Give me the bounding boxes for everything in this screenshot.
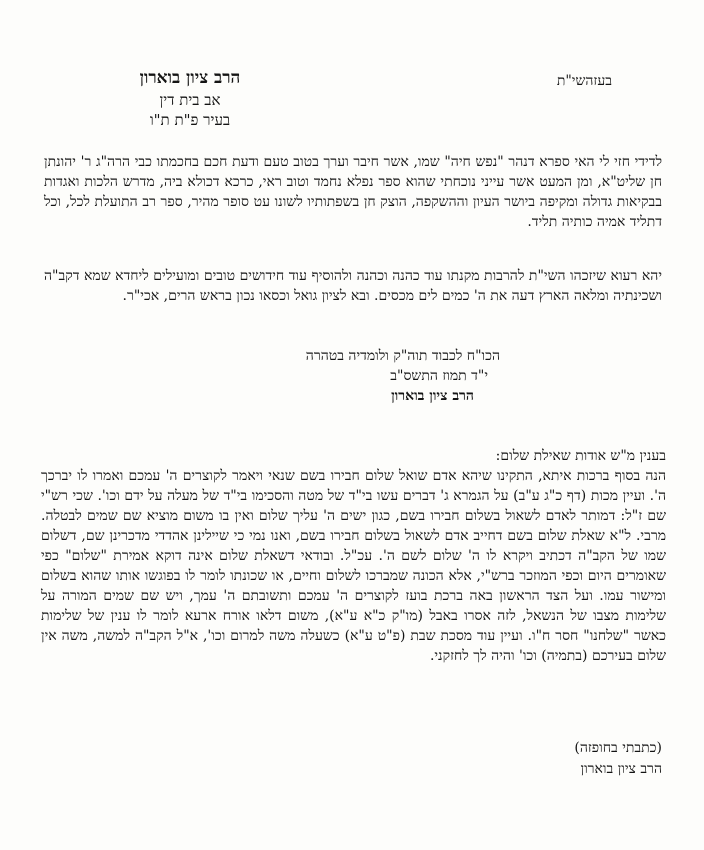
bsd-heading: בעזהשי"ת bbox=[556, 73, 612, 89]
topic-section bbox=[41, 446, 666, 666]
topic-title: בענין מ"ש אודות שאילת שלום: bbox=[495, 448, 666, 464]
signature-line-1: הכו"ח לכבוד תוה"ק ולומדיה בטהרה bbox=[305, 348, 500, 364]
letterhead bbox=[80, 66, 300, 130]
closing-note: (כתבתי בחופזה) bbox=[574, 740, 662, 756]
approbation-paragraph-2: יהא רעוא שיזכהו השי"ת להרבות מקנתו עוד כהנה וכהנה ולהוסיף עוד חידושים טובים ומועילים ליחדא שמא דקב"ה ושכינתיה ומלאה הארץ דעה את ה' כמים לים מכסים. ובא לציון גואל וכסאו נכון בראש הרים, אכי"ר. bbox=[44, 268, 662, 304]
signature-name: הרב ציון בוארון bbox=[391, 388, 474, 404]
closing-signature: הרב ציון בוארון bbox=[580, 761, 662, 777]
topic-body: הנה בסוף ברכות איתא, התקינו שיהא אדם שואל שלום חבירו בשם שנאי ויאמר לקוצרים ה' עמכם ואמרו לו יברכך ה'. ועיין מכות (דף כ"ג ע"ב) על הגמרא ג' דברים עשו בי"ד של מטה והסכימו בי"ד של מעלה על ידם וכו'. שכי רש"י שם ז"ל: דמותר לאדם לשאול בשלום חבירו בשם, כגון ישים ה' עליך שלום ואין בו משום מוציא שם שמים לבטלה. מרבי. ל"א שאלת שלום בשם דחייב אדם לשאול בשלום חבירו בשם, ואנו נמי כי שיילינן אהדדי מדכרינן שם, דשלום שמו של הקב"ה דכתיב ויקרא לו ה' שלום לשם ה'. עכ"ל. ובודאי דשאלת שלום אינה דוקא אמירת "שלום" כפי שאומרים היום וכפי המוזכר ברש"י, אלא הכונה שמברכו לשלום וחיים, או שכונתו לומר לו בפוגשו אותו שהוא בשלום ומישור עמו. ועל הצד הראשון באה ברכת בועז לקוצרים ה' עמכם ותשובתם ה' עמך, ויש שם שמים המורה על שלימות מצבו של הנשאל, לזה אסרו באבל (מו"ק כ"א ע"א), משום דלאו אורח ארעא לומר לו ענין של שלימות כאשר "שלחנו" חסר ח"ו. ועיין עוד מסכת שבת (פ"ט ע"א) כשעלה משה למרום וכו', א"ל הקב"ה למשה, משה אין שלום בעירכם (בתמיה) וכו' והיה לך לחזקני. bbox=[41, 468, 666, 664]
letterhead-city: בעיר פ"ת ת"ו bbox=[149, 111, 231, 129]
signature-block bbox=[200, 346, 500, 406]
signature-date: י"ד תמוז התשס"ב bbox=[390, 368, 488, 384]
closing-block bbox=[574, 738, 662, 780]
approbation-paragraph-1: לדידי חזי לי האי ספרא דנהר "נפש חיה" שמו, אשר חיבר וערך בטוב טעם ודעת חכם בחכמתו כבי הרה"ג ר' יהונתן חן שליט"א, ומן המעט אשר עייני נוכחתי שהוא ספר נפלא נחמד וטוב ראי, כרכא דכולא ביה, מדרש הלכות ואגדות בבקיאות גדולה ומקיפה ביושר העיון וההשקפה, הוצק חן בשפתותיו לשונו עט סופר מהיר, ספר רב התועלת לכל, וכל דתליד אמיה כותיה תליד. bbox=[44, 154, 662, 230]
letterhead-name: הרב ציון בוארון bbox=[139, 68, 241, 88]
letterhead-title: אב בית דין bbox=[159, 91, 221, 109]
